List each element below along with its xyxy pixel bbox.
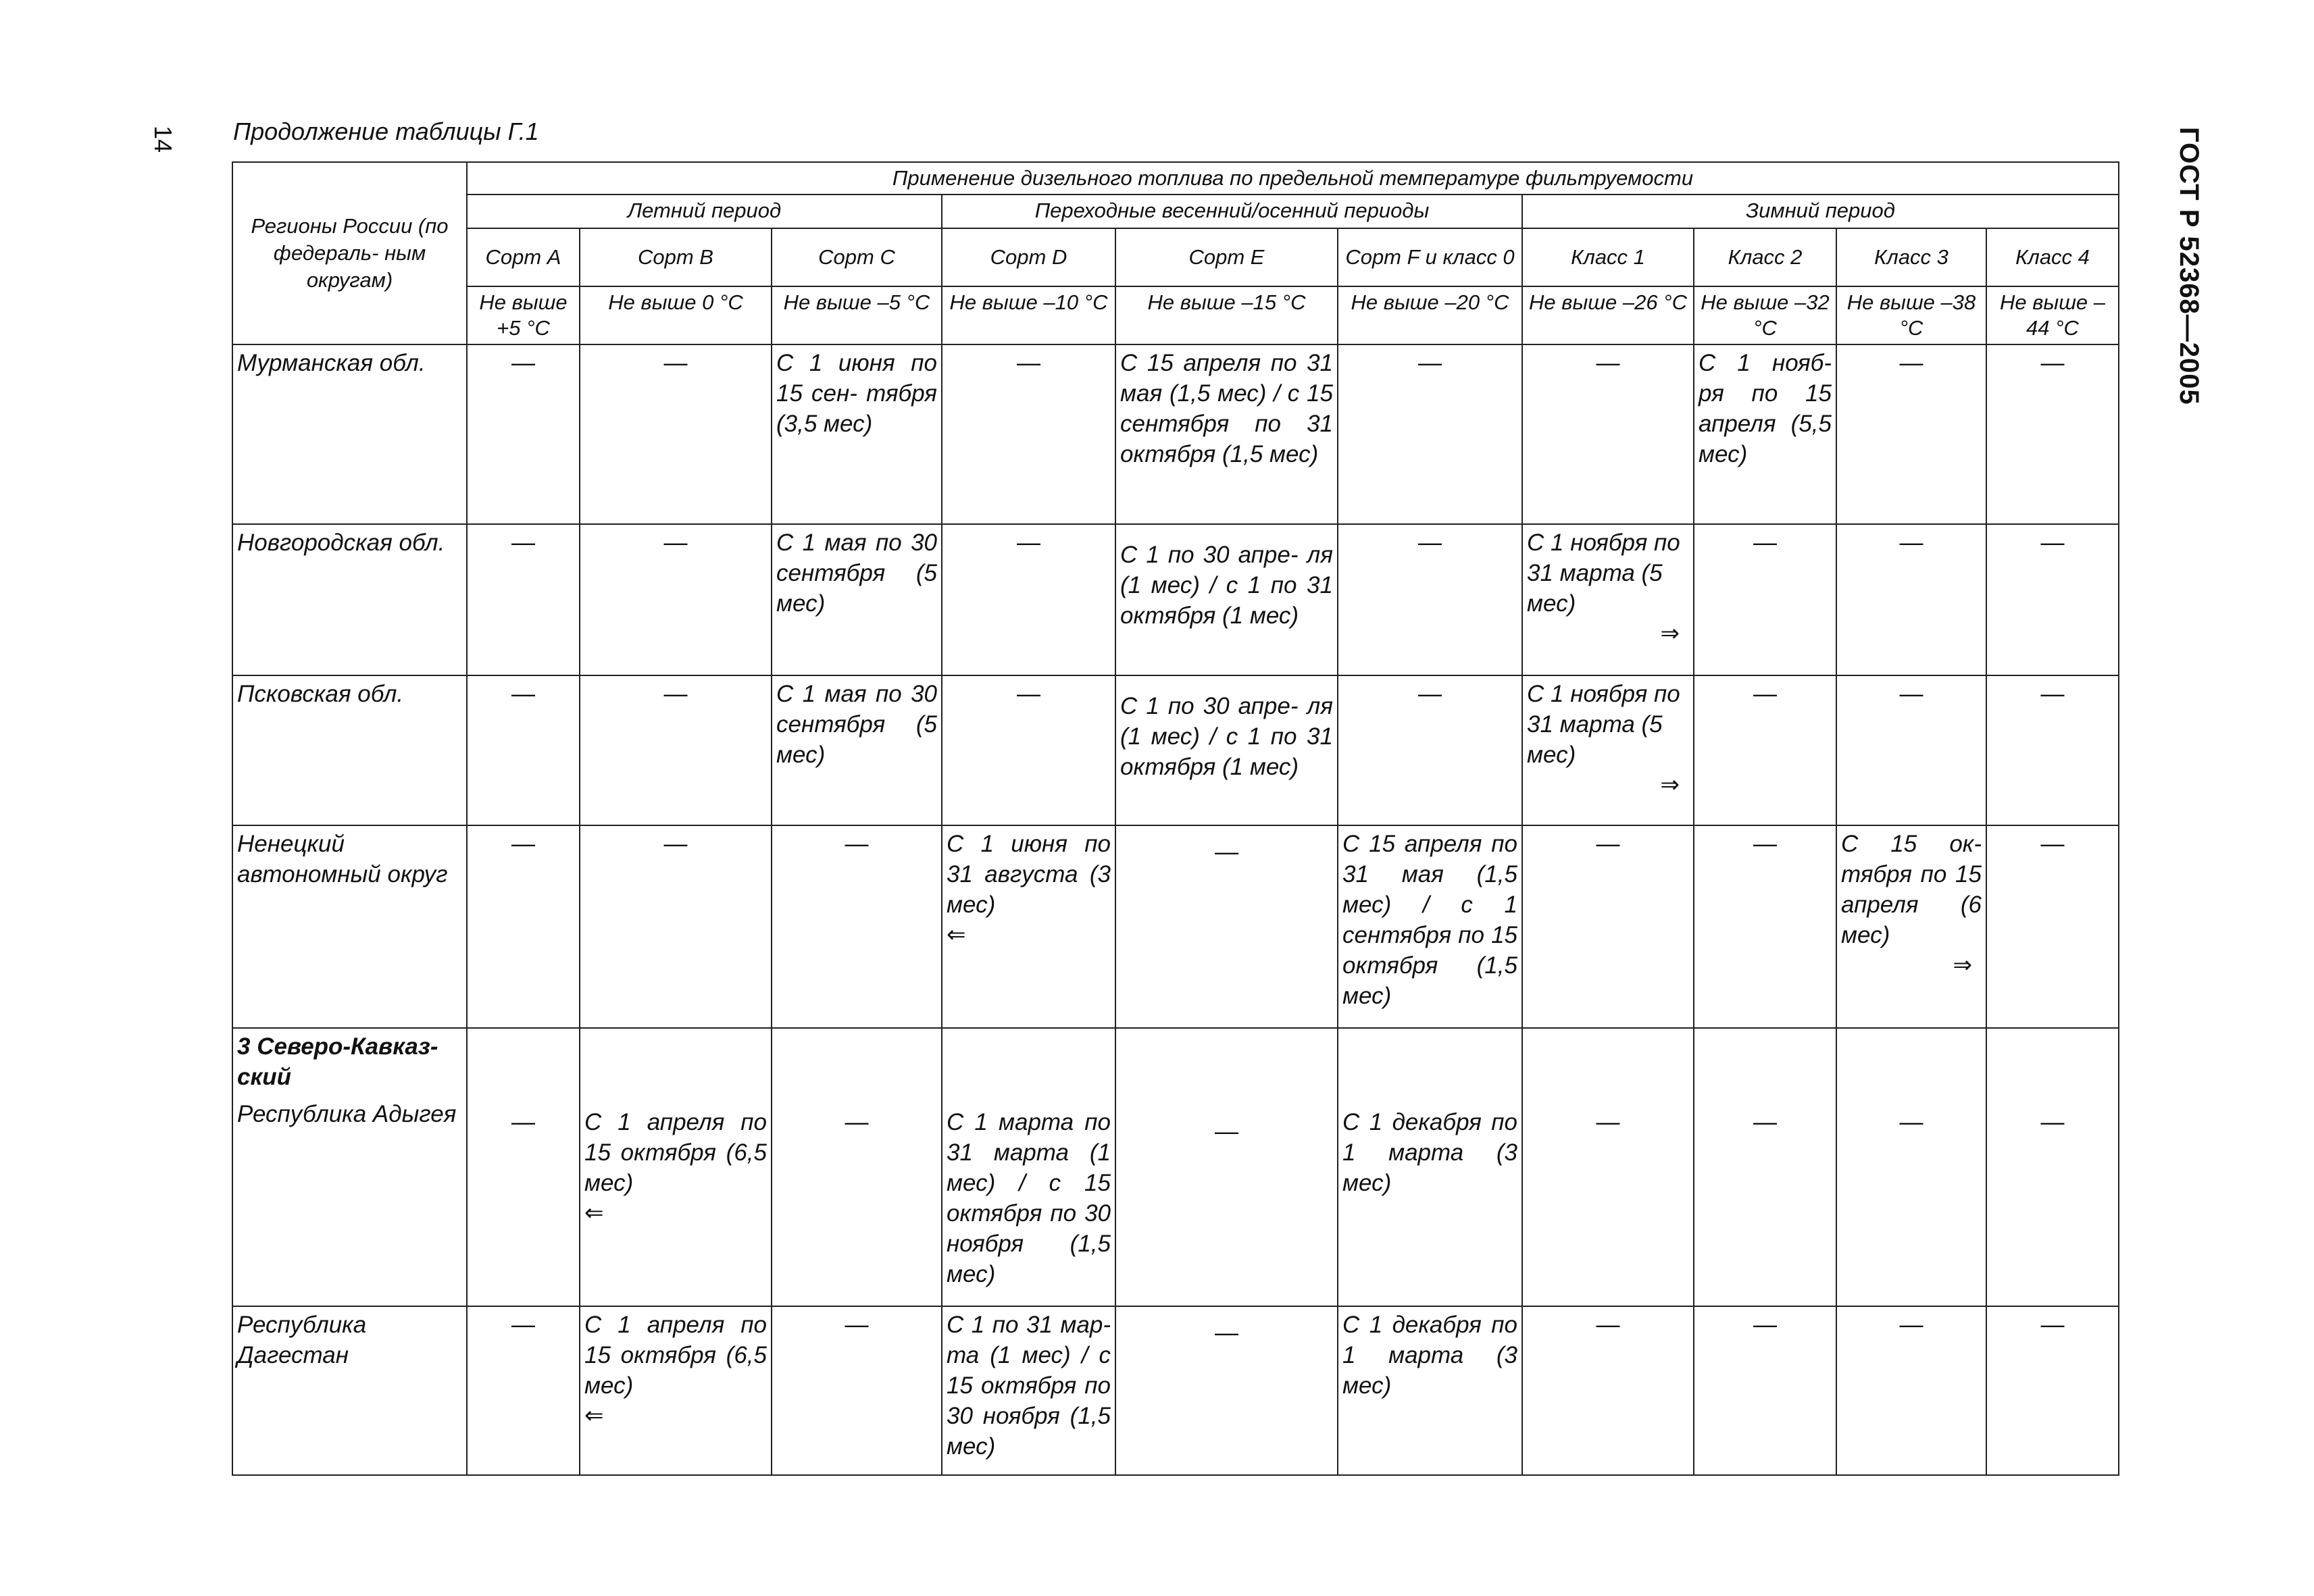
limit-class-1: Не выше –26 °С (1522, 286, 1694, 344)
class-2: Класс 2 (1694, 228, 1836, 286)
cell: — (1986, 344, 2119, 524)
cell: С 1 по 31 мар- та (1 мес) / с 15 октября по 30 ноября (1,5 мес) (942, 1306, 1115, 1475)
cell: — (1986, 1306, 2119, 1475)
cell: — (1694, 675, 1836, 825)
cell: — (1522, 1306, 1694, 1475)
cell: — (467, 675, 580, 825)
table-row (232, 344, 2119, 524)
limit-c: Не выше –5 °С (772, 286, 942, 344)
cell: С 15 апреля по 31 мая (1,5 мес) / с 15 сентября по 31 октября (1,5 мес) (1115, 344, 1338, 524)
cell: — (1522, 1028, 1694, 1306)
cell: — (772, 1028, 942, 1306)
cell: С 15 апреля по 31 мая (1,5 мес) / с 1 сентября по 15 октября (1,5 мес) (1338, 825, 1522, 1028)
header-transition: Переходные весенний/осенний периоды (942, 195, 1522, 228)
region-label: Республика Адыгея (237, 1101, 457, 1127)
fuel-table (232, 161, 2119, 1476)
cell: — (580, 675, 772, 825)
cell: — (1694, 1306, 1836, 1475)
header-summer: Летний период (467, 195, 942, 228)
cell: — (1338, 344, 1522, 524)
cell: — (1115, 1306, 1338, 1475)
table-row (232, 675, 2119, 825)
cell: С 1 декабря по 1 марта (3 мес) (1338, 1028, 1522, 1306)
arrow-left-icon: ⇐ (584, 1200, 604, 1226)
cell: — (1986, 524, 2119, 675)
table-row (232, 524, 2119, 675)
cell (580, 1028, 772, 1306)
table-caption: Продолжение таблицы Г.1 (233, 118, 539, 145)
region-name: Мурманская обл. (232, 344, 467, 524)
cell (942, 825, 1115, 1028)
class-4: Класс 4 (1986, 228, 2119, 286)
cell: — (1115, 1028, 1338, 1306)
page-number: 14 (149, 126, 177, 153)
table-row (232, 1028, 2119, 1306)
header-winter: Зимний период (1522, 195, 2119, 228)
limit-f: Не выше –20 °С (1338, 286, 1522, 344)
grade-f-class-0: Сорт F и класс 0 (1338, 228, 1522, 286)
cell: — (1986, 1028, 2119, 1306)
table-row (232, 825, 2119, 1028)
arrow-right-icon: ⇒ (1660, 621, 1680, 646)
cell: — (1115, 825, 1338, 1028)
cell: — (942, 524, 1115, 675)
cell: С 1 по 30 апре- ля (1 мес) / с 1 по 31 октября (1 мес) (1115, 524, 1338, 675)
region-name (232, 1028, 467, 1306)
limit-class-4: Не выше –44 °С (1986, 286, 2119, 344)
document-code: ГОСТ Р 52368—2005 (2174, 127, 2204, 405)
region-name: Псковская обл. (232, 675, 467, 825)
cell: — (1836, 344, 1986, 524)
limit-class-3: Не выше –38 °С (1836, 286, 1986, 344)
cell: С 1 июня по 15 сен- тября (3,5 мес) (772, 344, 942, 524)
limit-b: Не выше 0 °С (580, 286, 772, 344)
cell: — (467, 1028, 580, 1306)
cell: — (1836, 1028, 1986, 1306)
cell: — (1836, 675, 1986, 825)
cell: — (467, 344, 580, 524)
cell: — (580, 344, 772, 524)
cell: С 1 нояб- ря по 15 апреля (5,5 мес) (1694, 344, 1836, 524)
cell (1836, 825, 1986, 1028)
grade-b: Сорт В (580, 228, 772, 286)
header-regions: Регионы России (по федераль- ным округам) (232, 162, 467, 344)
limit-a: Не выше +5 °С (467, 286, 580, 344)
cell: — (1338, 524, 1522, 675)
grade-d: Сорт D (942, 228, 1115, 286)
region-name: Республика Дагестан (232, 1306, 467, 1475)
cell: — (1694, 524, 1836, 675)
cell (1522, 675, 1694, 825)
limit-e: Не выше –15 °С (1115, 286, 1338, 344)
cell: — (1986, 675, 2119, 825)
limit-d: Не выше –10 °С (942, 286, 1115, 344)
cell: — (1694, 825, 1836, 1028)
cell: — (1338, 675, 1522, 825)
class-3: Класс 3 (1836, 228, 1986, 286)
cell: — (467, 825, 580, 1028)
cell: — (1986, 825, 2119, 1028)
cell-text: С 1 ноября по 31 марта (5 мес) (1527, 681, 1680, 768)
cell: — (772, 1306, 942, 1475)
cell: С 1 декабря по 1 марта (3 мес) (1338, 1306, 1522, 1475)
cell: — (1836, 524, 1986, 675)
cell: — (1522, 825, 1694, 1028)
cell-text: С 1 апреля по 15 октября (6,5 мес) (584, 1109, 767, 1196)
cell: — (1836, 1306, 1986, 1475)
cell-text: С 1 июня по 31 августа (3 мес) (947, 831, 1111, 918)
cell: — (1694, 1028, 1836, 1306)
cell: — (467, 1306, 580, 1475)
region-name: Новгородская обл. (232, 524, 467, 675)
class-1: Класс 1 (1522, 228, 1694, 286)
cell: — (772, 825, 942, 1028)
cell: — (942, 344, 1115, 524)
cell: — (942, 675, 1115, 825)
cell (580, 1306, 772, 1475)
cell: — (1522, 344, 1694, 524)
cell: С 1 по 30 апре- ля (1 мес) / с 1 по 31 октября (1 мес) (1115, 675, 1338, 825)
arrow-right-icon: ⇒ (1660, 772, 1680, 798)
section-title: 3 Северо-Кавказ- ский (237, 1033, 438, 1090)
cell (1522, 524, 1694, 675)
limit-class-2: Не выше –32 °С (1694, 286, 1836, 344)
arrow-left-icon: ⇐ (947, 922, 966, 948)
cell-text: С 1 апреля по 15 октября (6,5 мес) (584, 1312, 767, 1399)
cell-text: С 15 ок- тября по 15 апреля (6 мес) (1841, 831, 1982, 948)
grade-e: Сорт Е (1115, 228, 1338, 286)
region-name: Ненецкий автономный округ (232, 825, 467, 1028)
grade-a: Сорт А (467, 228, 580, 286)
cell: — (467, 524, 580, 675)
grade-c: Сорт С (772, 228, 942, 286)
header-application: Применение дизельного топлива по предельной температуре фильтруемости (467, 162, 2119, 195)
arrow-left-icon: ⇐ (584, 1403, 604, 1428)
cell: С 1 мая по 30 сентября (5 мес) (772, 524, 942, 675)
cell: — (580, 825, 772, 1028)
cell: С 1 марта по 31 марта (1 мес) / с 15 октября по 30 ноября (1,5 мес) (942, 1028, 1115, 1306)
cell-text: С 1 ноября по 31 марта (5 мес) (1527, 530, 1680, 617)
cell: С 1 мая по 30 сентября (5 мес) (772, 675, 942, 825)
arrow-right-icon: ⇒ (1953, 952, 1972, 978)
cell: — (580, 524, 772, 675)
table-row (232, 1306, 2119, 1475)
